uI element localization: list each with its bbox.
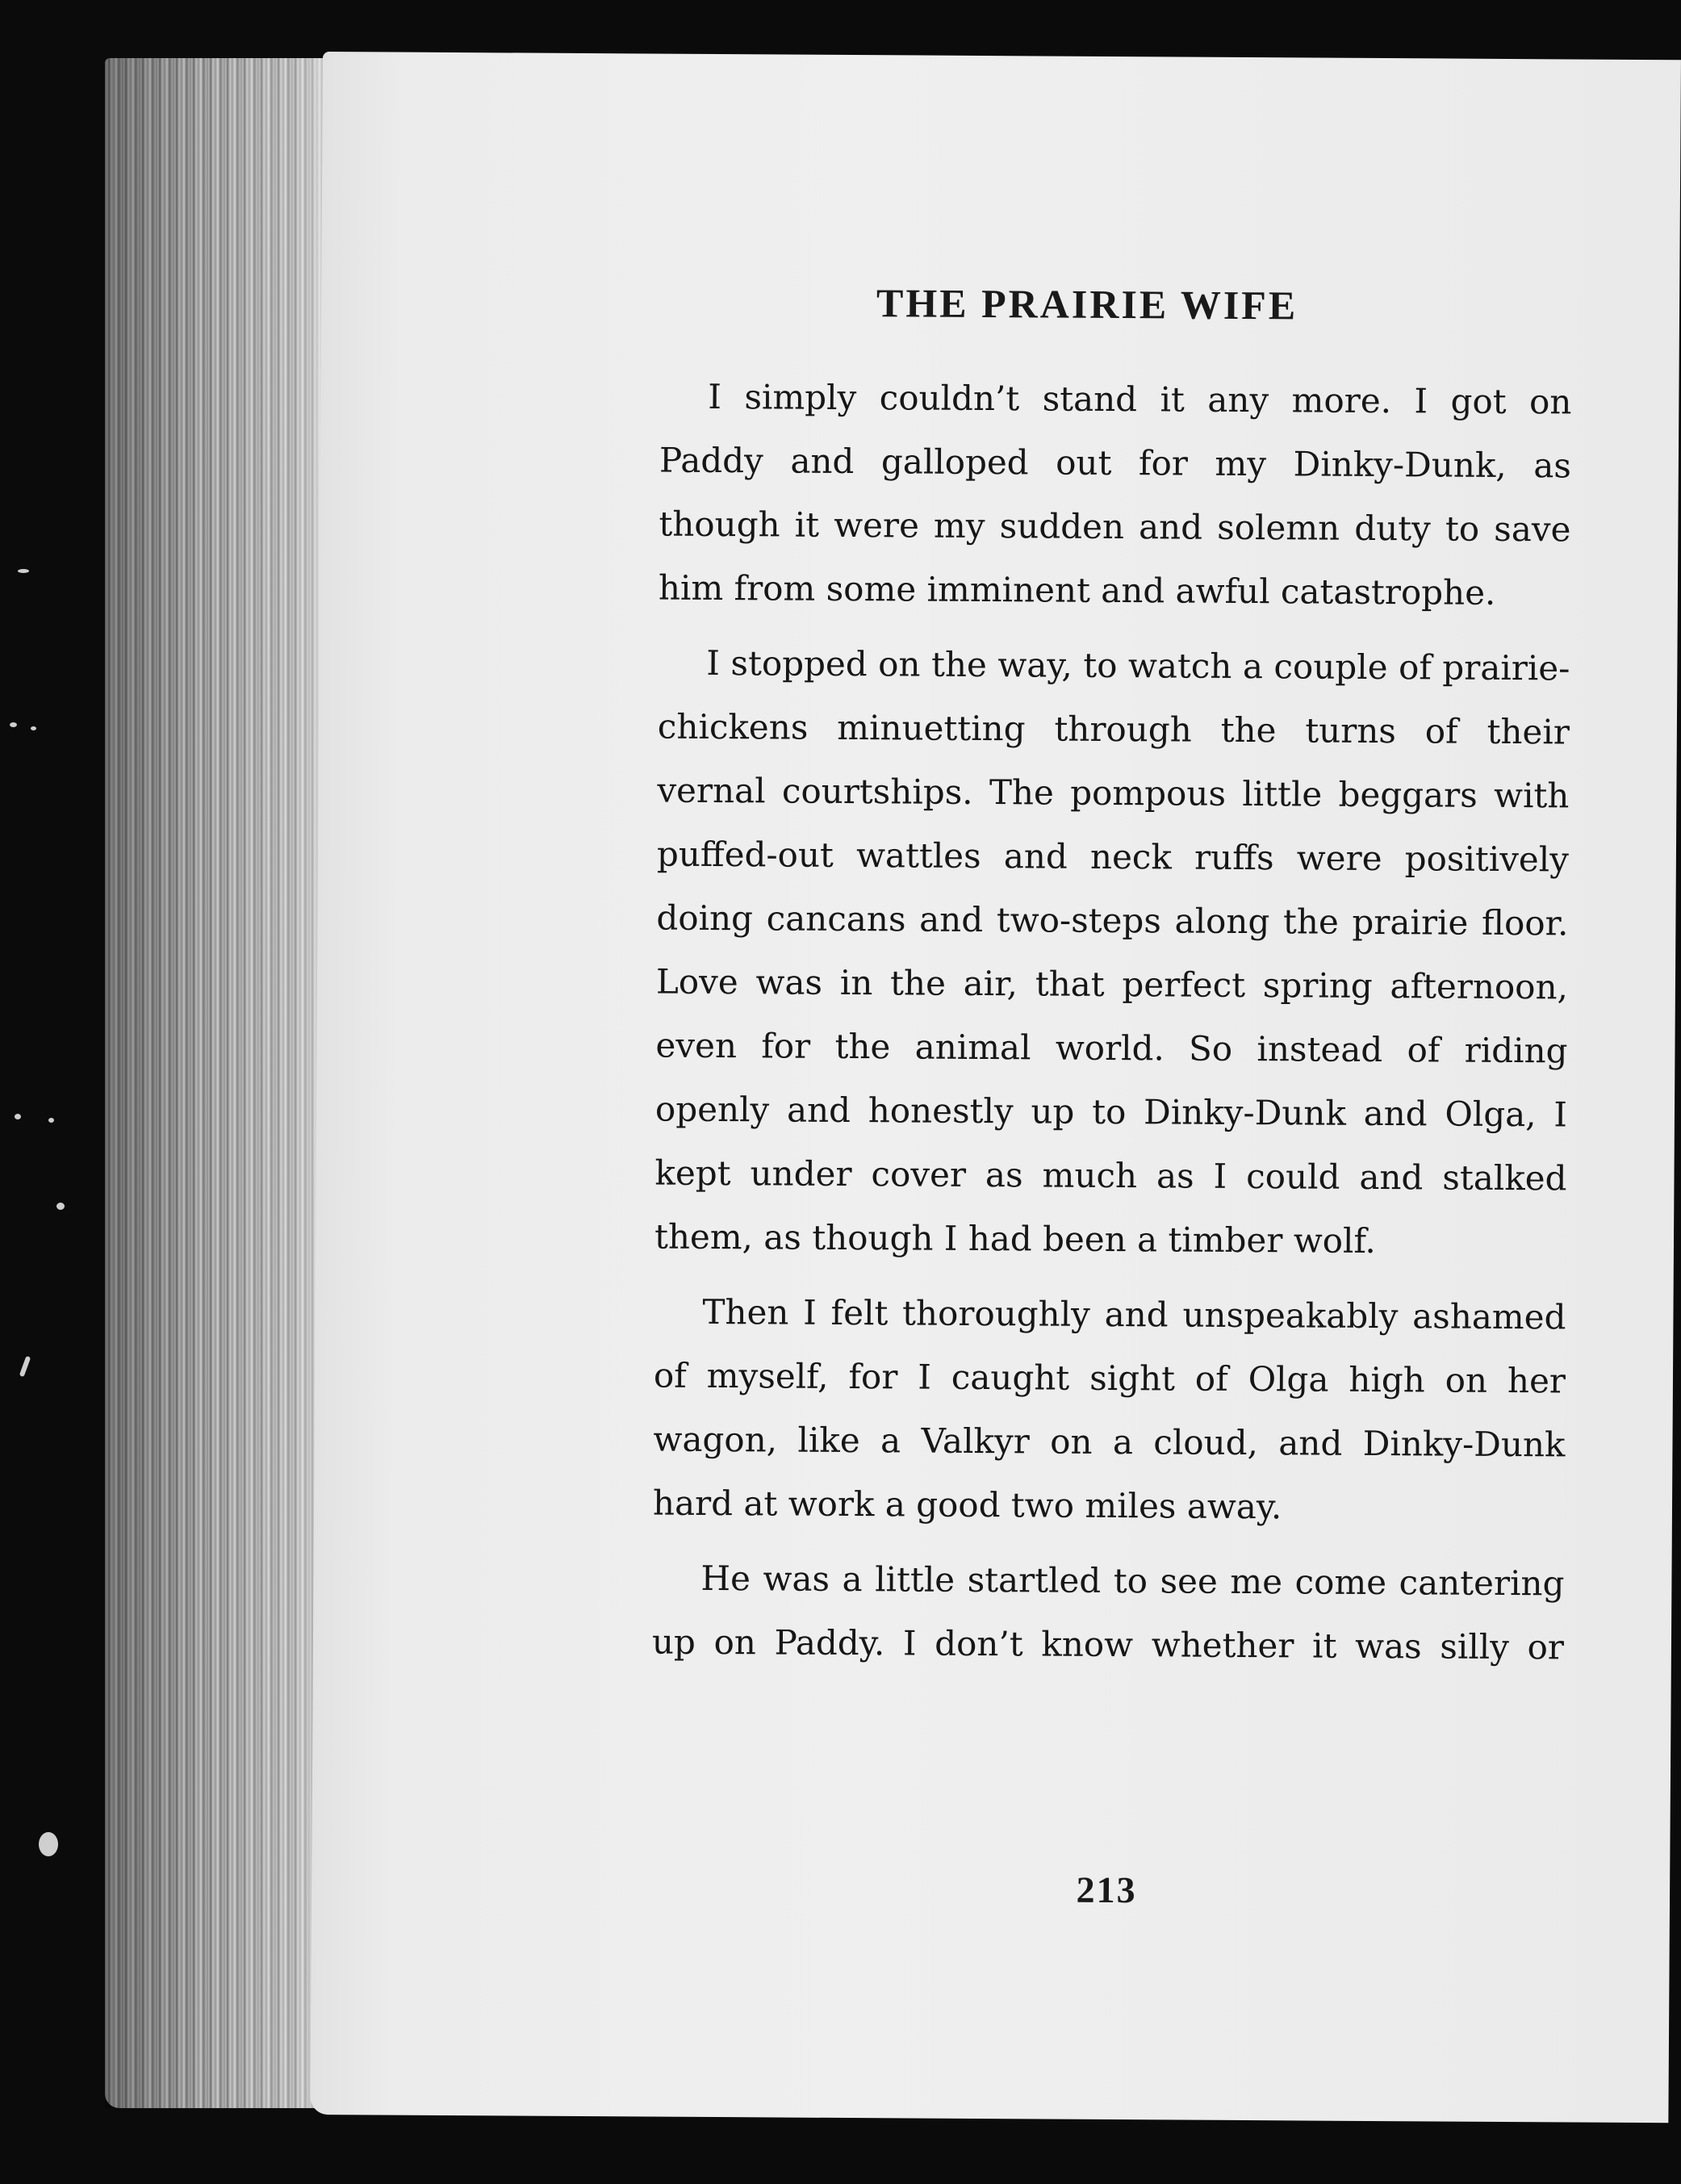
page-stack-edge: [105, 58, 347, 2108]
scan-speck: [15, 1114, 21, 1119]
scan-speck: [18, 569, 29, 573]
running-head: THE PRAIRIE WIFE: [876, 280, 1298, 328]
scan-speck: [39, 1832, 58, 1856]
book-page: [310, 52, 1681, 2123]
paragraph: I stopped on the way, to watch a couple of prairie-chickens minuetting through the turns of their vernal courtships. The pompous little beggars with puffed-out wattles and neck ruffs were positively doing cancans and two-steps along the prairie floor. Love was in the air, that perfect spring afternoon, even for the animal world. So instead of riding openly and honestly up to Dinky-Dunk and Olga, I kept under cover as much as I could and stalked them, as though I had been a timber wolf.: [654, 642, 1570, 1261]
scan-speck: [48, 1118, 54, 1123]
scan-speck: [10, 722, 17, 727]
scan-speck: [19, 1356, 31, 1377]
paragraph: I simply couldn’t stand it any more. I got on Paddy and galloped out for my Dinky-Dunk, as though it were my sudden and solemn duty to save him from some imminent and awful catastrophe.: [658, 376, 1572, 613]
paragraph: Then I felt thoroughly and unspeakably ashamed of myself, for I caught sight of Olga high on her wagon, like a Valkyr on a cloud, and Dinky-Dunk hard at work a good two miles away.: [652, 1291, 1566, 1527]
paragraph: He was a little startled to see me come cantering up on Paddy. I don’t know whether it was silly or: [651, 1558, 1565, 1667]
page-number: 213: [1076, 1868, 1137, 1911]
body-text: [652, 365, 1572, 1691]
scan-speck: [56, 1203, 65, 1210]
scan-speck: [31, 726, 36, 730]
